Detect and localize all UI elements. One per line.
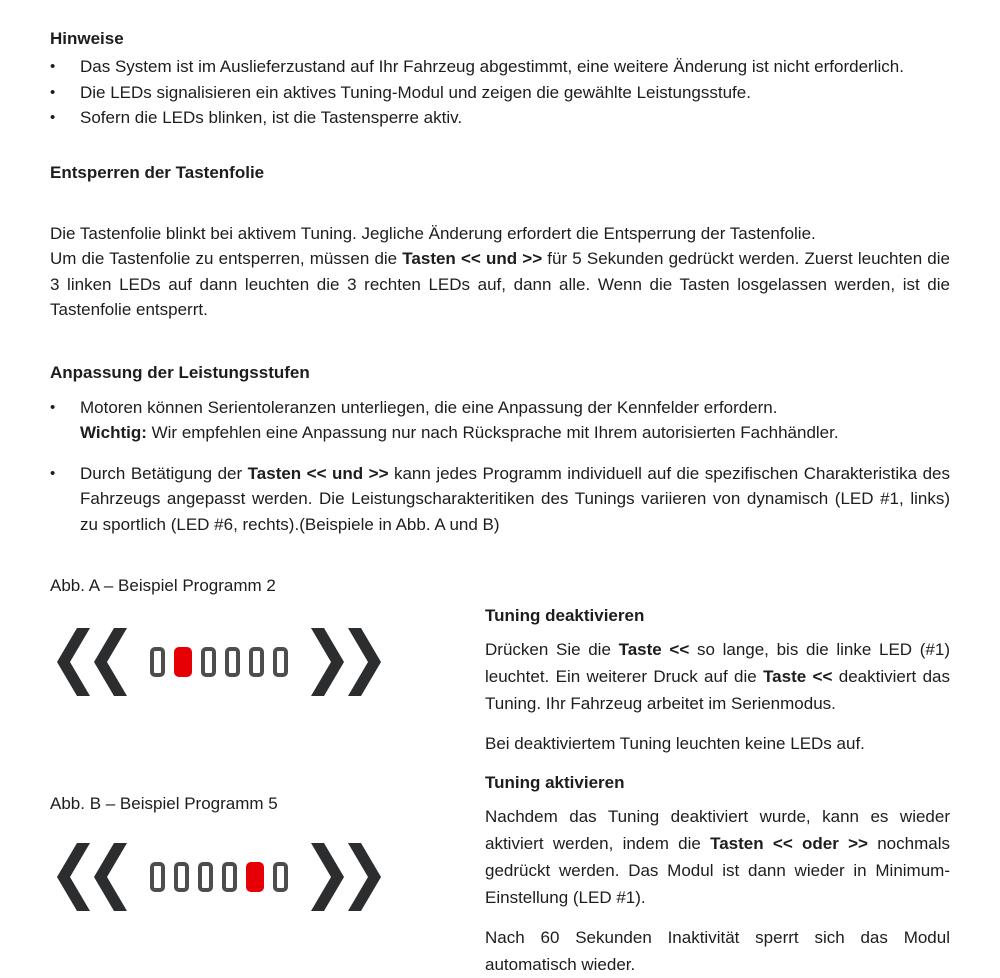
led-off	[198, 862, 213, 892]
bullet-marker: •	[50, 58, 56, 75]
bullet-marker: •	[50, 83, 56, 101]
anpassung-title: Anpassung der Leistungsstufen	[50, 362, 310, 382]
hinweise-title: Hinweise	[50, 29, 124, 48]
entsperren-title: Entsperren der Tastenfolie	[50, 162, 265, 182]
led-indicator-row	[150, 862, 288, 892]
figure-b-graphic	[56, 842, 485, 912]
list-item	[50, 54, 950, 80]
entsperren-paragraph-line1: Die Tastenfolie blinkt bei aktivem Tuning. Jegliche Änderung erfordert die Entsperrung der Tastenfolie.	[50, 223, 816, 243]
list-item	[50, 105, 950, 131]
section-entsperren	[50, 162, 950, 323]
bullet-marker: •	[50, 109, 56, 126]
tuning-aktivieren-paragraph: Nachdem das Tuning deaktiviert wurde, kann es wieder aktiviert werden, indem die Tasten << oder >> nochmals gedrückt werden. Das Modul ist dann wieder in Minimum-Einstellung (LED #1).	[485, 807, 950, 907]
list-item	[50, 80, 950, 106]
instructions-column	[485, 605, 950, 978]
figures-column	[50, 575, 485, 978]
hinweise-bullet-2: Die LEDs signalisieren ein aktives Tuning-Modul und zeigen die gewählte Leistungsstufe.	[80, 82, 751, 102]
chevrons-left-icon	[56, 628, 128, 696]
hinweise-bullet-3: Sofern die LEDs blinken, ist die Tastensperre aktiv.	[80, 108, 463, 127]
tuning-deaktivieren-title: Tuning deaktivieren	[485, 606, 645, 625]
section-anpassung	[50, 362, 950, 538]
led-off	[249, 647, 264, 677]
tuning-deaktivieren-note: Bei deaktiviertem Tuning leuchten keine LEDs auf.	[485, 734, 865, 753]
tuning-aktivieren-note: Nach 60 Sekunden Inaktivität sperrt sich das Modul automatisch wieder.	[485, 928, 950, 974]
anpassung-bullet-list	[50, 395, 950, 538]
tuning-aktivieren-title: Tuning aktivieren	[485, 773, 625, 792]
led-off	[225, 647, 240, 677]
led-on	[246, 862, 264, 892]
bottom-section	[50, 575, 950, 978]
led-off	[150, 862, 165, 892]
led-off	[201, 647, 216, 677]
list-item	[50, 395, 950, 446]
led-off	[150, 647, 165, 677]
led-off	[222, 862, 237, 892]
list-item	[50, 461, 950, 538]
figure-a-label: Abb. A – Beispiel Programm 2	[50, 576, 276, 595]
section-hinweise	[50, 28, 950, 131]
chevrons-left-icon	[56, 843, 128, 911]
hinweise-bullet-1: Das System ist im Auslieferzustand auf Ihr Fahrzeug abgestimmt, eine weitere Änderung ist nicht erforderlich.	[80, 57, 904, 76]
chevrons-right-icon	[310, 628, 382, 696]
led-off	[174, 862, 189, 892]
entsperren-paragraph: Um die Tastenfolie zu entsperren, müssen die Tasten << und >> für 5 Sekunden gedrückt werden. Zuerst leuchten die 3 linken LEDs auf dann leuchten die 3 rechten LEDs auf, dann alle. Wenn die Tasten losgelassen werden, ist die Tastenfolie entsperrt.	[50, 249, 950, 319]
led-off	[273, 647, 288, 677]
figure-a-graphic	[56, 627, 485, 697]
led-on	[174, 647, 192, 677]
figure-b-label: Abb. B – Beispiel Programm 5	[50, 794, 278, 813]
anpassung-bullet-1: Motoren können Serientoleranzen unterliegen, die eine Anpassung der Kennfelder erfordern. Wichtig: Wir empfehlen eine Anpassung nur nach Rücksprache mit Ihrem autorisierten Fachhändler.	[80, 397, 839, 442]
hinweise-bullet-list	[50, 54, 950, 131]
chevrons-right-icon	[310, 843, 382, 911]
led-indicator-row	[150, 647, 288, 677]
led-off	[273, 862, 288, 892]
bullet-marker: •	[50, 464, 56, 482]
bullet-marker: •	[50, 398, 56, 416]
anpassung-bullet-2: Durch Betätigung der Tasten << und >> kann jedes Programm individuell auf die spezifischen Charakteristika des Fahrzeugs angepasst werden. Die Leistungscharakteritiken des Tunings variieren von dynamisch (LED #1, links) zu sportlich (LED #6, rechts).(Beispiele in Abb. A und B)	[80, 463, 950, 534]
tuning-deaktivieren-paragraph: Drücken Sie die Taste << so lange, bis die linke LED (#1) leuchtet. Ein weiterer Druck auf die Taste << deaktiviert das Tuning. Ihr Fahrzeug arbeitet im Serienmodus.	[485, 640, 950, 713]
